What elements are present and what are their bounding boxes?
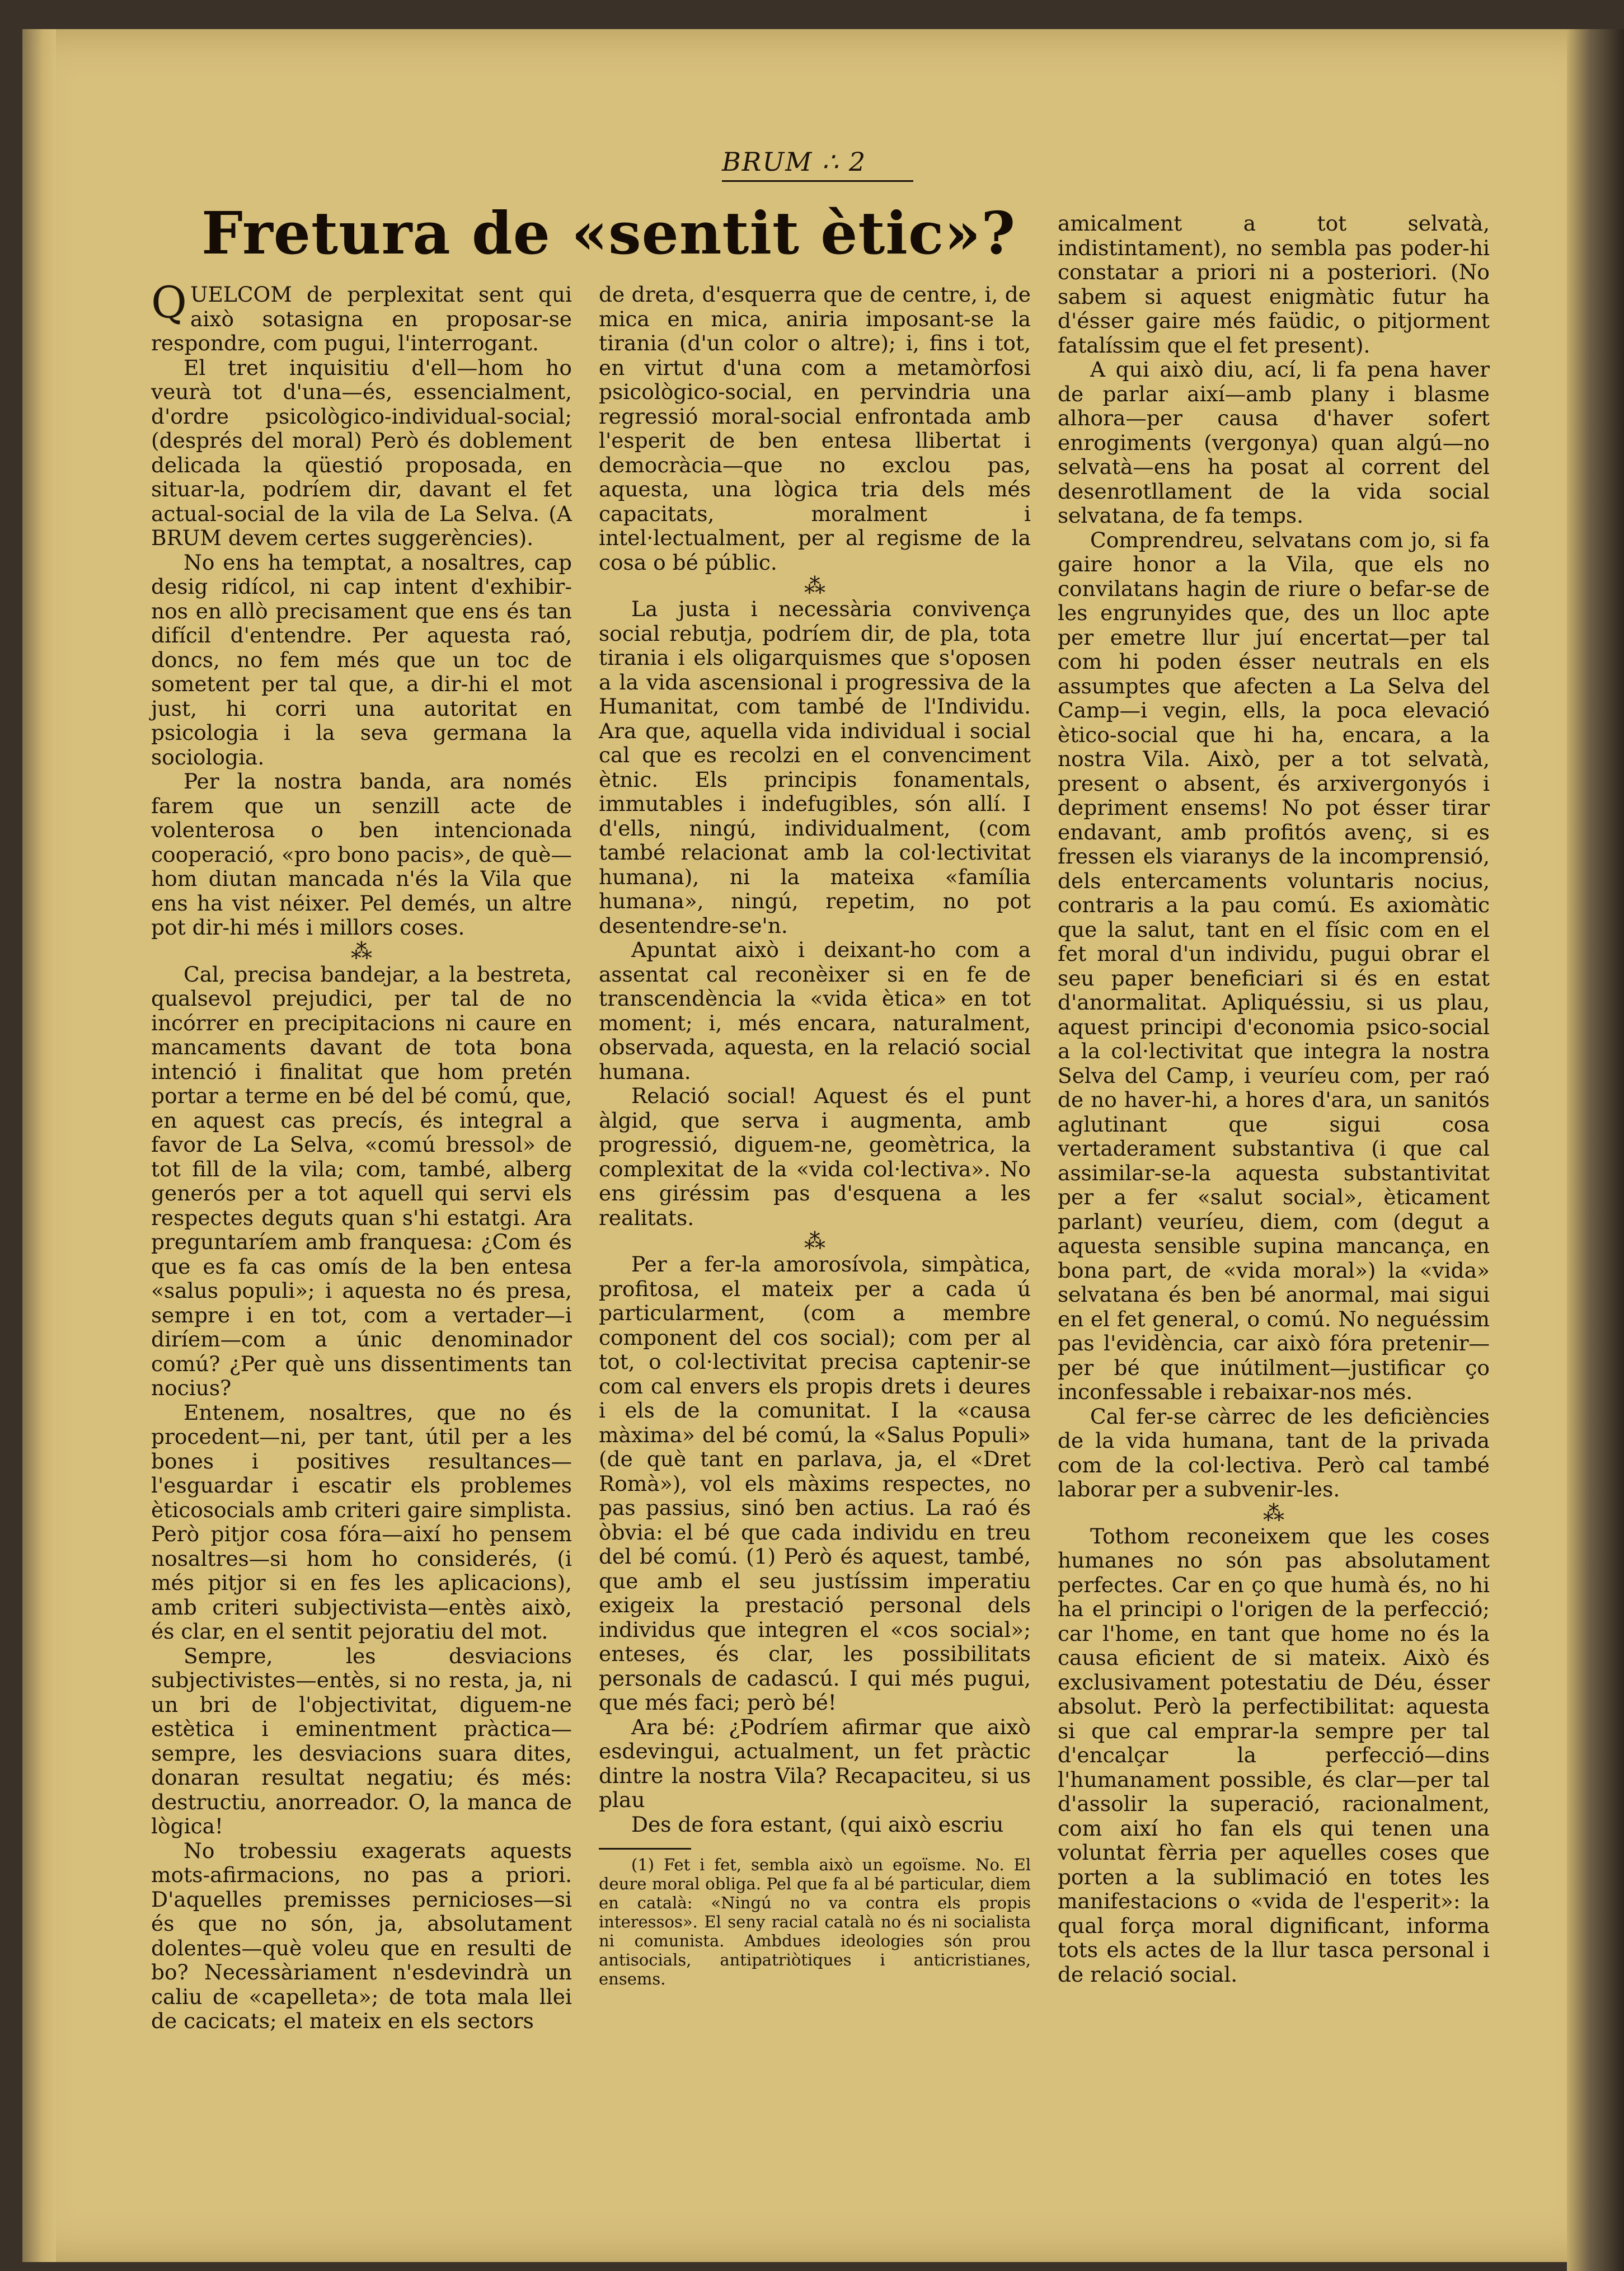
paragraph: Cal fer-se càrrec de les deficiències de la vida humana, tant de la privada com de la col·lectiva. Però cal també laborar per a subvenir-les. <box>1058 1404 1490 1502</box>
footnote-rule <box>599 1848 691 1850</box>
page-gutter <box>22 29 56 2262</box>
column-3 <box>1058 212 1490 2137</box>
paragraph: Sempre, les desviacions subjectivistes—entès, si no resta, ja, ni un bri de l'objectivitat, diguem-ne estètica i eminentment pràctica—sempre, les desviacions suara dites, donaran resultat negatiu; és més: destructiu, anorreador. O, la manca de lògica! <box>151 1643 572 1838</box>
paragraph: El tret inquisitiu d'ell—hom ho veurà tot d'una—és, essencialment, d'ordre psicològico-individual-social; (després del moral) Però és doblement delicada la qüestió proposada, en situar-la, podríem dir, davant el fet actual-social de la vila de La Selva. (A BRUM devem certes suggerències). <box>151 355 572 550</box>
paragraph: A qui això diu, ací, li fa pena haver de parlar així—amb plany i blasme alhora—per causa d'haver sofert enrogiments (vergonya) quan algú—no selvatà—ens ha posat al corrent del desenrotllament de la vida social selvatana, de fa temps. <box>1058 357 1490 528</box>
paragraph: Per la nostra banda, ara només farem que un senzill acte de volenterosa o ben intencionada cooperació, «pro bono pacis», de què—hom diutan mancada n'és la Vila que ens ha vist néixer. Pel demés, un altre pot dir-hi més i millors coses. <box>151 769 572 940</box>
paragraph: Tothom reconeixem que les coses humanes no són pas absolutament perfectes. Car en ço que humà és, no hi ha el principi o l'origen de la perfecció; car l'home, en tant que home no és la causa eficient de si mateix. Això és exclusivament potestatiu de Déu, ésser absolut. Però la perfectibilitat: aquesta si que cal emprar-la sempre per tal d'encalçar la perfecció—dins l'humanament possible, és clar—per tal d'assolir la superació, racionalment, com així ho fan els qui tenen una voluntat fèrria per aquelles coses que porten a la sublimació en totes les manifestacions o «vida de l'esperit»: la qual força moral dignificant, informa tots els actes de la llur tasca personal i de relació social. <box>1058 1523 1490 1987</box>
paragraph: Cal, precisa bandejar, a la bestreta, qualsevol prejudici, per tal de no incórrer en precipitacions ni caure en mancaments davant de tota bona intenció i finalitat que hom pretén portar a terme en bé del bé comú, que, en aquest cas precís, és integral a favor de La Selva, «comú bressol» de tot fill de la vila; com, també, alberg generós per a tot aquell qui servi els respectes deguts quan s'hi estatgi. Ara preguntaríem amb franquesa: ¿Com és que es fa cas omís de la ben entesa «salus populi»; i aquesta no és presa, sempre i en tot, com a vertader—i diríem—com a únic denominador comú? ¿Per què uns dissentiments tan nocius? <box>151 961 572 1400</box>
paragraph: Des de fora estant, (qui això escriu <box>631 1812 1004 1837</box>
footnote: (1) Fet i fet, sembla això un egoïsme. No. El deure moral obliga. Pel que fa al bé particular, diem en català: «Ningú no va contra els propis interessos». El seny racial català no és ni socialista ni comunista. Ambdues ideologies són prou antisocials, antipatriòtiques i anticristianes, ensems. <box>599 1855 1031 1988</box>
paragraph: Apuntat això i deixant-ho com a assentat cal reconèixer si en fe de transcendència la «vida ètica» en tot moment; i, més encara, naturalment, observada, aquesta, en la relació social humana. <box>599 937 1031 1084</box>
paragraph-text: UELCOM de perplexitat sent qui això sotasigna en proposar-se respondre, com pugui, l'interrogant. <box>151 282 572 355</box>
paragraph: Per a fer-la amorosívola, simpàtica, profitosa, el mateix per a cada ú particularment, (com a membre component del cos social); com per al tot, o col·lectivitat precisa captenir-se com cal envers els propis drets i deures i els de la comunitat. I la «causa màxima» del bé comú, la «Salus Populi» (de què tant en parlava, ja, el «Dret Romà»), vol els màxims respectes, no pas passius, sinó ben actius. La raó és òbvia: el bé que cada individu en treu del bé comú. (1) Però és aquest, també, que amb el seu justíssim imperatiu exigeix la prestació personal dels individus que integren el «cos social»; enteses, és clar, les possibilitats personals de cadascú. I qui més pugui, que més faci; però bé! <box>599 1252 1031 1715</box>
paragraph: de dreta, d'esquerra que de centre, i, de mica en mica, aniria imposant-se la tirania (d'un color o altre); i, fins i tot, en virtut d'una com a metamòrfosi psicològico-social, en pervindria una regressió moral-social enfrontada amb l'esperit de ben entesa llibertat i democràcia—que no exclou pas, aquesta, una lògica tria dels més capacitats, moralment i intel·lectualment, per al regisme de la cosa o bé públic. <box>599 282 1031 575</box>
paragraph: amicalment a tot selvatà, indistintament), no sembla pas poder-hi constatar a priori ni a posteriori. (No sabem si aquest enigmàtic futur ha d'ésser gaire més faüdic, o pitjorment fatalíssim que el fet present). <box>1058 211 1490 358</box>
paragraph: La justa i necessària convivença social rebutja, podríem dir, de pla, tota tirania i els oligarquismes que s'oposen a la vida ascensional i progressiva de la Humanitat, com també de l'Individu. Ara que, aquella vida individual i social cal que es recolzi en el convenciment ètnic. Els principis fonamentals, immutables i indefugibles, són allí. I d'ells, ningú, individualment, (com també relacionat amb la col·lectivitat humana), ni la mateixa «família humana», ningú, repetim, no pot desentendre-se'n. <box>599 597 1031 938</box>
next-page-edge <box>1567 29 1624 2271</box>
section-divider-asterism: ⁂ <box>351 939 372 964</box>
paragraph: Entenem, nosaltres, que no és procedent—ni, per tant, útil per a les bones i positives resultances—l'esguardar i escatir els problemes èticosocials amb criteri gaire simplista. Però pitjor cosa fóra—així ho pensem nosaltres—si hom ho considerés, (i més pitjor si en fes les aplicacions), amb criteri subjectivista—entès això, és clar, en el sentit pejoratiu del mot. <box>151 1400 572 1644</box>
section-divider-asterism: ⁂ <box>804 1229 825 1254</box>
paragraph: No ens ha temptat, a nosaltres, cap desig ridícol, ni cap intent d'exhibir-nos en allò precisament que ens és tan difícil d'entendre. Per aquesta raó, doncs, no fem més que un toc de sometent per tal que, a dir-hi el mot just, hi corri una autoritat en psicologia i la seva germana la sociologia. <box>151 550 572 769</box>
paragraph <box>151 278 572 356</box>
article-title: Fretura de «sentit ètic»? <box>201 199 1016 268</box>
paragraph: Comprendreu, selvatans com jo, si fa gaire honor a la Vila, que els no convilatans hagin de riure o befar-se de les engrunyides que, des un lloc apte per emetre llur juí encertat—per tal com hi poden ésser neutrals en els assumptes que afecten a La Selva del Camp—i vegin, ells, la poca elevació ètico-social que hi ha, encara, a la nostra Vila. Això, per a tot selvatà, present o absent, és arxivergonyós i depriment ensems! No pot ésser tirar endavant, amb profitós avenç, si es fressen els viaranys de la incomprensió, dels entercaments voluntaris nocius, contraris a la pau comú. Es axiomàtic que la salut, tant en el físic com en el fet moral d'un individu, pugui obrar el seu paper beneficiari si és en estat d'anormalitat. Apliquéssiu, si us plau, aquest principi d'economia psico-social a la col·lectivitat que integra la nostra Selva del Camp, i veuríeu com, per raó de no haver-hi, a hores d'ara, un sanitós aglutinant que sigui cosa vertaderament substantiva (i que cal assimilar-se-la aquesta substantivitat per a fer «salut social», èticament parlant) veuríeu, diem, com (degut a aquesta sensible supina mancança, en bona part, de «vida moral») la «vida» selvatana és ben bé anormal, mai sigui en el fet general, o comú. No neguéssim pas l'evidència, car això fóra pretenir—per bé que inútilment—justificar ço inconfessable i rebaixar-nos més. <box>1058 527 1490 1404</box>
running-header: BRUM ∴ 2 <box>722 147 867 177</box>
column-1 <box>151 278 572 2135</box>
paragraph: Relació social! Aquest és el punt àlgid, que serva i augmenta, amb progressió, diguem-ne, geomètrica, la complexitat de la «vida col·lectiva». No ens giréssim pas d'esquena a les realitats. <box>599 1083 1031 1230</box>
paragraph: No trobessiu exagerats aquests mots-afirmacions, no pas a priori. D'aquelles premisses pernicioses—si és que no són, ja, absolutament dolentes—què voleu que en resulti de bo? Necessàriament n'esdevindrà un caliu de «capelleta»; de tota mala llei de cacicats; el mateix en els sectors <box>151 1838 572 2033</box>
paragraph: Ara bé: ¿Podríem afirmar que això esdevingui, actualment, un fet pràctic dintre la nostra Vila? Recapaciteu, si us plau <box>599 1714 1031 1812</box>
section-divider-asterism: ⁂ <box>1263 1500 1284 1526</box>
header-underline <box>722 180 913 182</box>
column-2 <box>599 283 1031 2135</box>
section-divider-asterism: ⁂ <box>804 574 825 598</box>
drop-cap: Q <box>151 278 187 328</box>
